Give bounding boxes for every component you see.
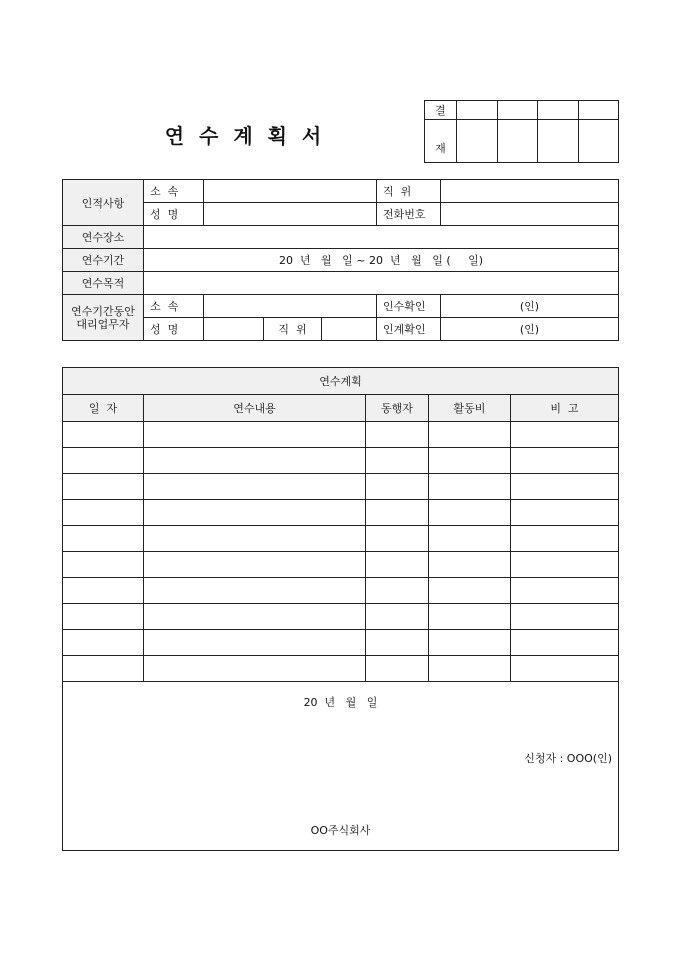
plan-cell-content[interactable] [144,552,366,578]
page-title: 연 수 계 획 서 [164,124,326,148]
phone-field[interactable] [441,203,619,226]
table-row [63,500,619,526]
approval-title-cell [457,101,498,120]
takeover-seal[interactable]: (인) [441,295,619,318]
plan-cell-content[interactable] [144,422,366,448]
plan-cell-note[interactable] [511,474,619,500]
col-note-header: 비 고 [511,395,619,422]
plan-cell-expense[interactable] [429,578,511,604]
purpose-label: 연수목적 [63,272,144,295]
dept-field[interactable] [204,180,377,203]
plan-cell-companion[interactable] [366,526,429,552]
plan-cell-date[interactable] [63,578,144,604]
plan-cell-companion[interactable] [366,578,429,604]
plan-cell-content[interactable] [144,656,366,682]
substitute-label-line2: 대리업무자 [76,317,130,331]
plan-cell-date[interactable] [63,526,144,552]
plan-cell-companion[interactable] [366,474,429,500]
position-label: 직 위 [377,180,441,203]
location-label: 연수장소 [63,226,144,249]
table-row [63,422,619,448]
table-row [63,630,619,656]
approval-sign-cell[interactable] [457,120,498,163]
approval-sign-cell[interactable] [578,120,619,163]
substitute-label-line1: 연수기간동안 [71,304,135,318]
approval-title-cell [578,101,619,120]
dept-label: 소 속 [144,180,204,203]
plan-cell-date[interactable] [63,656,144,682]
info-table [62,179,619,341]
signature-date[interactable]: 20 년 월 일 [303,696,378,709]
plan-cell-expense[interactable] [429,500,511,526]
approval-title-cell [497,101,538,120]
plan-cell-companion[interactable] [366,630,429,656]
plan-cell-content[interactable] [144,630,366,656]
substitute-position-label: 직 위 [264,318,322,341]
plan-cell-companion[interactable] [366,500,429,526]
handover-label: 인계확인 [377,318,441,341]
approval-table [424,100,619,163]
plan-cell-expense[interactable] [429,474,511,500]
plan-cell-content[interactable] [144,474,366,500]
substitute-name-field[interactable] [204,318,264,341]
plan-cell-content[interactable] [144,526,366,552]
purpose-field[interactable] [144,272,619,295]
plan-cell-date[interactable] [63,604,144,630]
approval-title-cell [538,101,579,120]
col-companion-header: 동행자 [366,395,429,422]
substitute-dept-field[interactable] [204,295,377,318]
plan-cell-date[interactable] [63,474,144,500]
table-row [63,656,619,682]
period-field[interactable]: 20 년 월 일 ~ 20 년 월 일 ( 일) [144,249,619,272]
plan-cell-companion[interactable] [366,448,429,474]
plan-cell-expense[interactable] [429,422,511,448]
table-row [63,448,619,474]
position-field[interactable] [441,180,619,203]
col-content-header: 연수내용 [144,395,366,422]
substitute-position-field[interactable] [322,318,377,341]
col-expense-header: 활동비 [429,395,511,422]
plan-title: 연수계획 [63,368,619,395]
plan-cell-content[interactable] [144,604,366,630]
plan-cell-content[interactable] [144,448,366,474]
plan-cell-date[interactable] [63,448,144,474]
name-label: 성 명 [144,203,204,226]
plan-cell-companion[interactable] [366,422,429,448]
table-row [63,578,619,604]
table-row [63,526,619,552]
period-label: 연수기간 [63,249,144,272]
plan-cell-companion[interactable] [366,656,429,682]
plan-cell-note[interactable] [511,630,619,656]
signature-area [63,682,619,851]
plan-cell-date[interactable] [63,552,144,578]
plan-cell-content[interactable] [144,500,366,526]
plan-cell-expense[interactable] [429,604,511,630]
signature-company: OO주식회사 [310,824,371,837]
name-field[interactable] [204,203,377,226]
personal-section-label: 인적사항 [63,180,144,226]
location-field[interactable] [144,226,619,249]
plan-cell-note[interactable] [511,526,619,552]
table-row [63,552,619,578]
plan-cell-content[interactable] [144,578,366,604]
plan-cell-date[interactable] [63,630,144,656]
plan-cell-note[interactable] [511,500,619,526]
handover-seal[interactable]: (인) [441,318,619,341]
plan-cell-companion[interactable] [366,552,429,578]
table-row [63,604,619,630]
plan-cell-note[interactable] [511,656,619,682]
plan-cell-expense[interactable] [429,630,511,656]
phone-label: 전화번호 [377,203,441,226]
plan-cell-note[interactable] [511,552,619,578]
plan-cell-expense[interactable] [429,526,511,552]
approval-sign-cell[interactable] [497,120,538,163]
substitute-name-label: 성 명 [144,318,204,341]
plan-cell-companion[interactable] [366,604,429,630]
plan-cell-expense[interactable] [429,448,511,474]
plan-table [62,367,619,851]
takeover-label: 인수확인 [377,295,441,318]
substitute-dept-label: 소 속 [144,295,204,318]
plan-cell-expense[interactable] [429,656,511,682]
approval-sign-cell[interactable] [538,120,579,163]
signature-applicant[interactable]: 신청자 : OOO(인) [524,752,612,765]
plan-cell-note[interactable] [511,448,619,474]
approval-label-top: 결 [425,101,457,120]
plan-cell-note[interactable] [511,604,619,630]
plan-cell-note[interactable] [511,422,619,448]
plan-cell-date[interactable] [63,500,144,526]
table-row [63,474,619,500]
col-date-header: 일 자 [63,395,144,422]
approval-label-bottom: 재 [425,120,457,163]
plan-cell-date[interactable] [63,422,144,448]
plan-cell-expense[interactable] [429,552,511,578]
plan-cell-note[interactable] [511,578,619,604]
substitute-section-label [63,295,144,341]
